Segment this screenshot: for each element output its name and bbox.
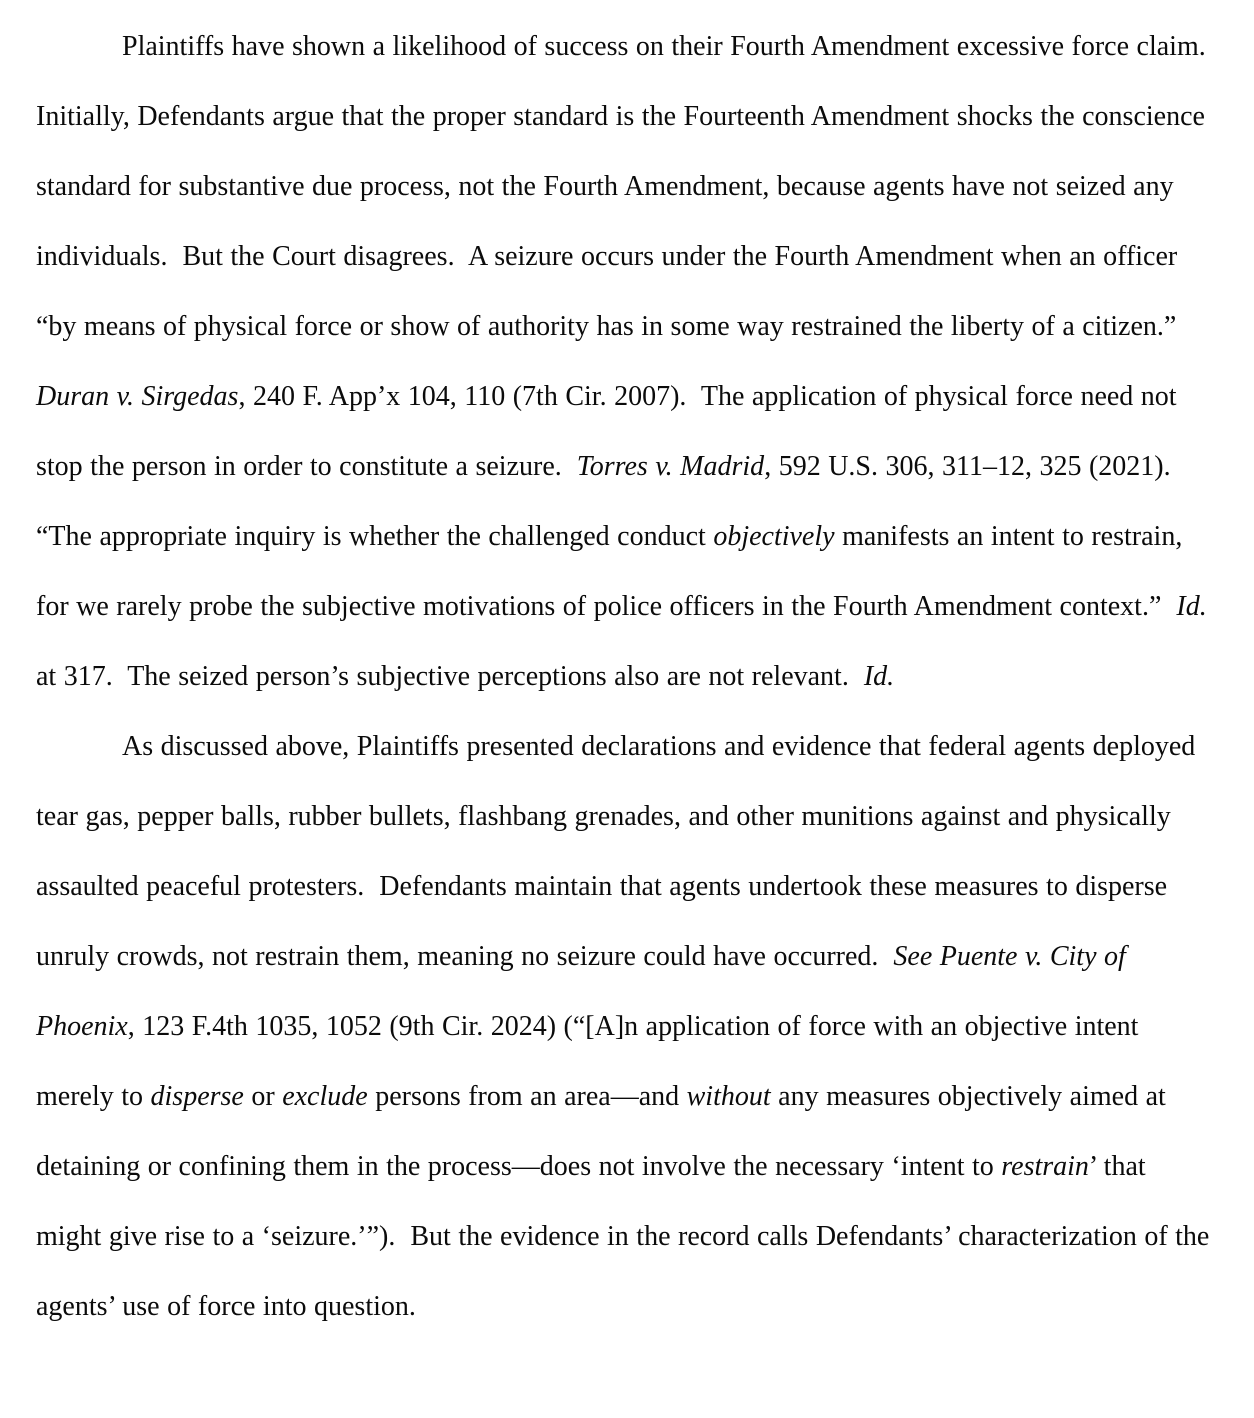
opinion-body-text	[36, 12, 1221, 1342]
opinion-paragraph-1: Plaintiffs have shown a likelihood of success on their Fourth Amendment excessive force claim. Initially, Defendants argue that the proper standard is the Fourteenth Amendment shocks the conscience standard for substantive due process, not the Fourth Amendment, because agents have not seized any individuals. But the Court disagrees. A seizure occurs under the Fourth Amendment when an officer “by means of physical force or show of authority has in some way restrained the liberty of a citizen.” Duran v. Sirgedas, 240 F. App’x 104, 110 (7th Cir. 2007). The application of physical force need not stop the person in order to constitute a seizure. Torres v. Madrid, 592 U.S. 306, 311–12, 325 (2021). “The appropriate inquiry is whether the challenged conduct objectively manifests an intent to restrain, for we rarely probe the subjective motivations of police officers in the Fourth Amendment context.” Id. at 317. The seized person’s subjective perceptions also are not relevant. Id.	[36, 31, 1221, 692]
opinion-paragraph-2: As discussed above, Plaintiffs presented declarations and evidence that federal agents deployed tear gas, pepper balls, rubber bullets, flashbang grenades, and other munitions against and physically assaulted peaceful protesters. Defendants maintain that agents undertook these measures to disperse unruly crowds, not restrain them, meaning no seizure could have occurred. See Puente v. City of Phoenix, 123 F.4th 1035, 1052 (9th Cir. 2024) (“[A]n application of force with an objective intent merely to disperse or exclude persons from an area—and without any measures objectively aimed at detaining or confining them in the process—does not involve the necessary ‘intent to restrain’ that might give rise to a ‘seizure.’”). But the evidence in the record calls Defendants’ characterization of the agents’ use of force into question.	[36, 731, 1217, 1322]
